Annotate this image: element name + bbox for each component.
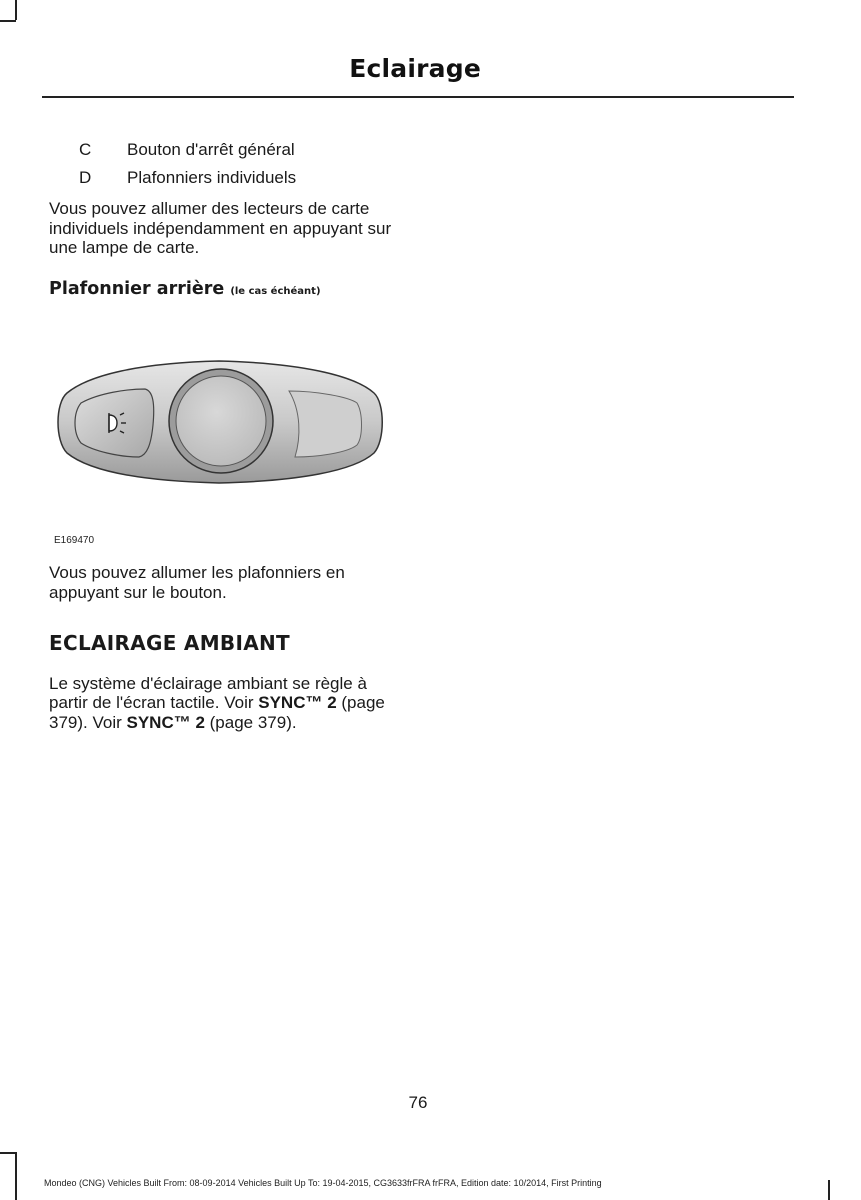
legend-text: Bouton d'arrêt général <box>127 140 295 159</box>
ambient-text: Le système d'éclairage ambiant se règle à partir de l'écran tactile. Voir <box>49 673 367 712</box>
page-title: Eclairage <box>349 54 481 83</box>
rear-lamp-note: (le cas échéant) <box>230 285 321 297</box>
header-divider <box>42 96 794 98</box>
legend-item <box>49 168 409 188</box>
rear-lamp-figure <box>49 341 409 551</box>
rear-lamp-heading <box>49 280 409 302</box>
main-content <box>49 140 409 732</box>
legend-item <box>49 140 409 160</box>
ambient-lighting-heading: ECLAIRAGE AMBIANT <box>49 631 290 655</box>
legend-key: D <box>79 167 92 187</box>
dome-lights-paragraph: Vous pouvez allumer les plafonniers en appuyant sur le bouton. <box>49 563 345 602</box>
ambient-text: (page 379). Voir <box>49 693 385 732</box>
ambient-text: (page 379). <box>204 712 297 732</box>
crop-mark <box>0 1152 16 1154</box>
rear-lamp-title: Plafonnier arrière <box>49 278 225 299</box>
footer-text: Mondeo (CNG) Vehicles Built From: 08-09-2014 Vehicles Built Up To: 19-04-2015, CG3633frFRA frFRA, Edition date: 10/2014, First Printing <box>44 1178 602 1188</box>
legend-key: C <box>79 140 92 159</box>
ambient-lighting-paragraph <box>49 674 409 733</box>
legend-text: Plafonniers individuels <box>127 167 297 187</box>
rear-lamp-illustration <box>49 341 389 521</box>
sync-link[interactable]: SYNC™ 2 <box>126 712 205 732</box>
sync-link[interactable]: SYNC™ 2 <box>258 693 337 712</box>
crop-mark <box>828 1180 830 1200</box>
figure-code: E169470 <box>54 535 95 546</box>
crop-mark <box>15 1152 17 1200</box>
crop-mark <box>0 20 16 22</box>
page-number: 76 <box>408 1093 428 1112</box>
map-lights-paragraph: Vous pouvez allumer des lecteurs de carte individuels indépendamment en appuyant sur une lampe de carte. <box>49 199 392 257</box>
crop-mark <box>15 0 17 20</box>
